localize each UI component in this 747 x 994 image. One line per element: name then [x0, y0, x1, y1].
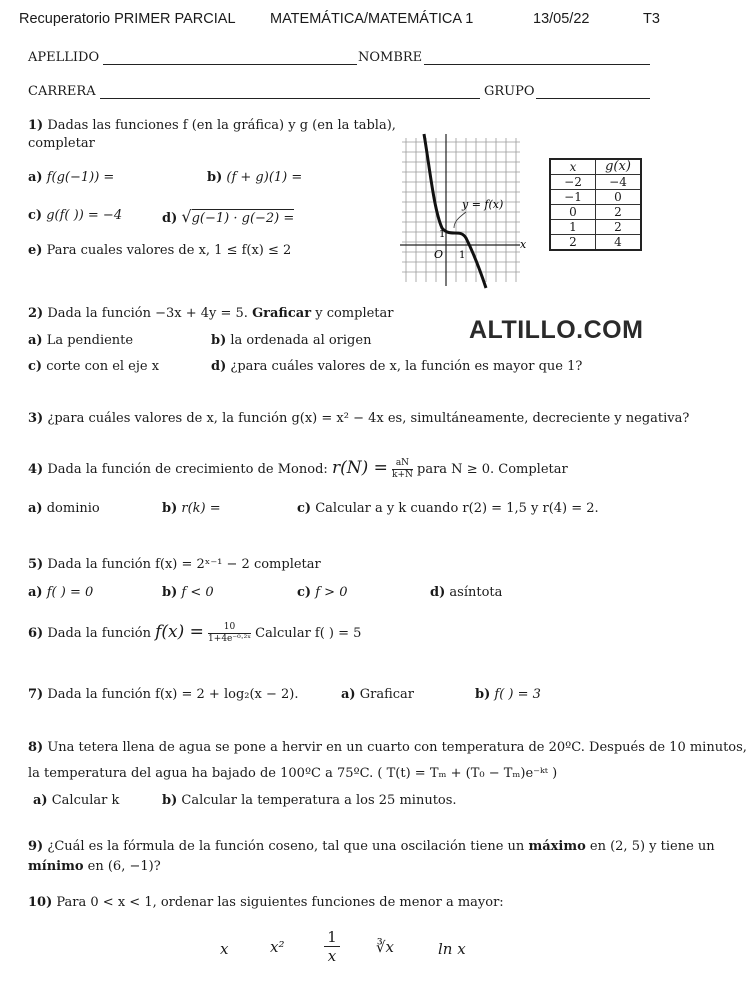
- graph-x-label: x: [520, 238, 527, 251]
- q10-func-inv: 1 x: [324, 928, 340, 965]
- q2-c: c) corte con el eje x: [28, 359, 160, 374]
- grupo-label: GRUPO: [484, 84, 535, 99]
- header-date: 13/05/22: [533, 11, 590, 27]
- q1-c: c) g(f( )) = −4: [28, 208, 123, 223]
- function-curve: [424, 134, 486, 288]
- q10-func-cbrt: ∛x: [376, 938, 395, 956]
- table-row: 0 2: [550, 205, 641, 220]
- q7-b: b) f( ) = 3: [475, 687, 541, 702]
- q9-statement: 9) ¿Cuál es la fórmula de la función coseno, tal que una oscilación tiene un máximo en (2, 5) y tiene un: [28, 839, 715, 854]
- q5-a: a) f( ) = 0: [28, 585, 94, 600]
- q6-statement: 6) Dada la función f(x) = $\frac{10}{\text{1+4e⁻⁰·²ˣ}}$ Calcular f( ) = 5: [28, 622, 362, 644]
- function-graph: [398, 130, 528, 290]
- q8-a: a) Calcular k: [33, 793, 120, 808]
- graph-one-y: 1: [439, 229, 446, 240]
- q1-b: b) (f + g)(1) =: [207, 170, 303, 185]
- q7-a: a) Graficar: [341, 687, 414, 702]
- g-table-header-x: x: [550, 159, 596, 175]
- q1-statement-2: completar: [28, 136, 95, 151]
- q10-statement: 10) Para 0 < x < 1, ordenar las siguientes funciones de menor a mayor:: [28, 895, 504, 910]
- graph-origin: O: [434, 248, 444, 261]
- table-row: 1 2: [550, 220, 641, 235]
- header-title: Recuperatorio PRIMER PARCIAL: [19, 11, 236, 27]
- q8-statement-2: la temperatura del agua ha bajado de 100ºC a 75ºC. ( T(t) = Tₘ + (T₀ − Tₘ)e⁻ᵏᵗ ): [28, 766, 558, 781]
- q7-statement: 7) Dada la función f(x) = 2 + log₂(x − 2).: [28, 687, 299, 702]
- g-table: [549, 158, 642, 251]
- q2-a: a) La pendiente: [28, 333, 134, 348]
- q1-statement: 1) Dadas las funciones f (en la gráfica) y g (en la tabla),: [28, 118, 396, 133]
- table-row: −2 −4: [550, 175, 641, 190]
- header-subject: MATEMÁTICA/MATEMÁTICA 1: [270, 11, 474, 27]
- q1-a: a) f(g(−1)) =: [28, 170, 115, 185]
- carrera-field[interactable]: [100, 98, 480, 99]
- q4-statement: 4) Dada la función de crecimiento de Monod: r(N) = $\frac{aN}{k+N}$ para N ≥ 0. Completar: [28, 458, 568, 480]
- q10-func-x2: x²: [270, 938, 285, 956]
- q5-statement: 5) Dada la función f(x) = 2ˣ⁻¹ − 2 completar: [28, 557, 321, 572]
- g-table-header-g: g(x): [596, 159, 642, 175]
- q2-d: d) ¿para cuáles valores de x, la función es mayor que 1?: [211, 359, 583, 374]
- q5-c: c) f > 0: [297, 585, 348, 600]
- nombre-field[interactable]: [424, 64, 650, 65]
- q10-func-ln: ln x: [438, 940, 466, 958]
- apellido-label: APELLIDO: [28, 50, 100, 65]
- q4-b: b) r(k) =: [162, 501, 221, 516]
- graph-label: y = f(x): [462, 198, 504, 211]
- q9-statement-2: mínimo en (6, −1)?: [28, 859, 161, 874]
- q5-b: b) f < 0: [162, 585, 214, 600]
- q1-d: d) √g(−1) · g(−2) =: [162, 207, 295, 226]
- q2-b: b) la ordenada al origen: [211, 333, 372, 348]
- q3-statement: 3) ¿para cuáles valores de x, la función g(x) = x² − 4x es, simultáneamente, decreciente y negativa?: [28, 411, 690, 426]
- q1-e: e) Para cuales valores de x, 1 ≤ f(x) ≤ 2: [28, 243, 292, 258]
- q8-b: b) Calcular la temperatura a los 25 minutos.: [162, 793, 457, 808]
- watermark: ALTILLO.COM: [469, 316, 644, 344]
- q5-d: d) asíntota: [430, 585, 503, 600]
- table-row: 2 4: [550, 235, 641, 251]
- graph-one-x: 1: [459, 250, 466, 261]
- header-theme: T3: [643, 11, 660, 27]
- grupo-field[interactable]: [536, 98, 650, 99]
- q4-a: a) dominio: [28, 501, 100, 516]
- q8-statement: 8) Una tetera llena de agua se pone a hervir en un cuarto con temperatura de 20ºC. Después de 10 minutos,: [28, 740, 747, 755]
- carrera-label: CARRERA: [28, 84, 96, 99]
- q4-c: c) Calcular a y k cuando r(2) = 1,5 y r(4) = 2.: [297, 501, 599, 516]
- q2-statement: 2) Dada la función −3x + 4y = 5. Graficar y completar: [28, 306, 394, 321]
- g-table-header: [550, 159, 641, 175]
- q10-func-x: x: [220, 940, 229, 958]
- nombre-label: NOMBRE: [358, 50, 423, 65]
- apellido-field[interactable]: [103, 64, 357, 65]
- table-row: −1 0: [550, 190, 641, 205]
